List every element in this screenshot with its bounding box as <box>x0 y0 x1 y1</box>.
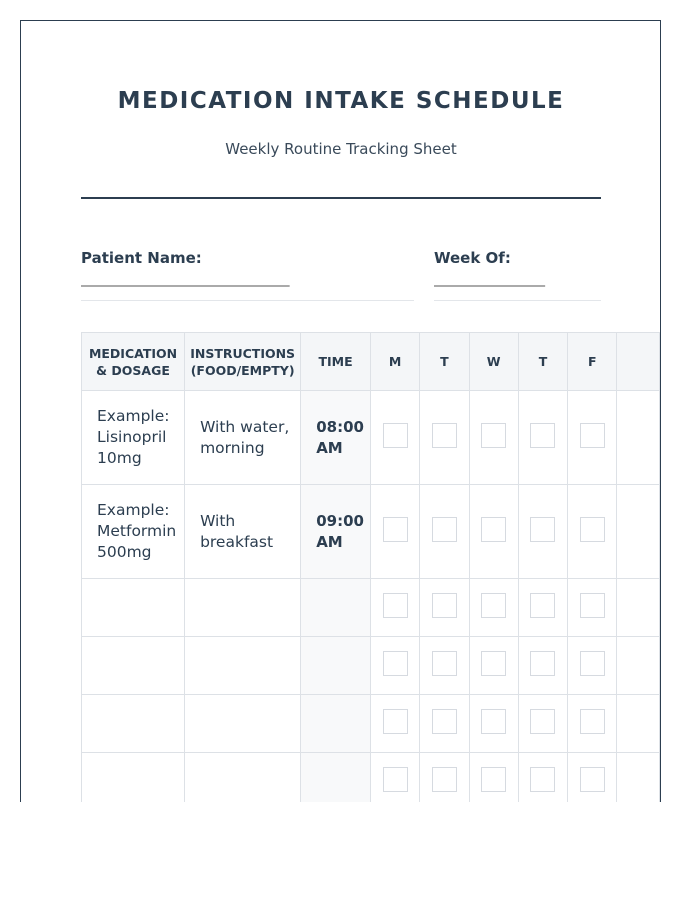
header-day-tuesday: T <box>420 333 469 391</box>
instructions-cell[interactable] <box>185 637 301 695</box>
week-of-label: Week Of: <box>434 249 511 267</box>
checkbox-tuesday[interactable] <box>432 767 457 792</box>
day-cell-wednesday <box>469 753 518 803</box>
medication-text: Example: Lisinopril 10mg <box>97 407 170 467</box>
checkbox-friday[interactable] <box>580 709 605 734</box>
patient-name-blank[interactable]: ________________________________ <box>81 271 289 287</box>
document-subtitle: Weekly Routine Tracking Sheet <box>225 140 457 158</box>
day-cell-monday <box>370 637 419 695</box>
checkbox-monday[interactable] <box>383 767 408 792</box>
day-cell-friday <box>568 695 617 753</box>
day-cell-thursday <box>518 391 567 485</box>
checkbox-monday[interactable] <box>383 651 408 676</box>
day-cell-overflow <box>617 391 660 485</box>
day-cell-wednesday <box>469 637 518 695</box>
checkbox-friday[interactable] <box>580 767 605 792</box>
day-cell-friday <box>568 637 617 695</box>
patient-name-label: Patient Name: <box>81 249 202 267</box>
medication-table <box>81 332 660 802</box>
checkbox-tuesday[interactable] <box>432 423 457 448</box>
header-day-overflow <box>617 333 660 391</box>
checkbox-monday[interactable] <box>383 709 408 734</box>
day-cell-friday <box>568 485 617 579</box>
checkbox-friday[interactable] <box>580 593 605 618</box>
day-cell-tuesday <box>420 391 469 485</box>
checkbox-thursday[interactable] <box>530 709 555 734</box>
checkbox-tuesday[interactable] <box>432 593 457 618</box>
day-cell-thursday <box>518 579 567 637</box>
checkbox-wednesday[interactable] <box>481 517 506 542</box>
day-cell-friday <box>568 579 617 637</box>
day-cell-monday <box>370 391 419 485</box>
instructions-cell[interactable] <box>185 695 301 753</box>
day-cell-monday <box>370 485 419 579</box>
instructions-text: With breakfast <box>200 511 274 551</box>
day-cell-thursday <box>518 753 567 803</box>
checkbox-friday[interactable] <box>580 651 605 676</box>
medication-cell[interactable] <box>82 391 185 485</box>
table-row <box>82 485 660 579</box>
medication-text: Example: Metformin 500mg <box>97 501 177 561</box>
checkbox-monday[interactable] <box>383 517 408 542</box>
header-divider <box>81 197 601 199</box>
day-cell-tuesday <box>420 637 469 695</box>
header-day-thursday: T <box>518 333 567 391</box>
day-cell-tuesday <box>420 579 469 637</box>
day-cell-thursday <box>518 695 567 753</box>
medication-cell[interactable] <box>82 637 185 695</box>
checkbox-tuesday[interactable] <box>432 709 457 734</box>
table-row <box>82 579 660 637</box>
day-cell-overflow <box>617 485 660 579</box>
day-cell-overflow <box>617 753 660 803</box>
table-row <box>82 391 660 485</box>
time-cell[interactable] <box>301 485 371 579</box>
instructions-text: With water, morning <box>200 417 290 457</box>
checkbox-thursday[interactable] <box>530 593 555 618</box>
document-title: MEDICATION INTAKE SCHEDULE <box>117 88 565 114</box>
day-cell-monday <box>370 579 419 637</box>
medication-cell[interactable] <box>82 695 185 753</box>
checkbox-monday[interactable] <box>383 423 408 448</box>
checkbox-wednesday[interactable] <box>481 709 506 734</box>
table-row <box>82 695 660 753</box>
time-cell[interactable] <box>301 579 371 637</box>
instructions-cell[interactable] <box>185 485 301 579</box>
checkbox-friday[interactable] <box>580 423 605 448</box>
week-of-blank[interactable]: _________________ <box>434 271 545 287</box>
time-cell[interactable] <box>301 753 371 803</box>
header-time: TIME <box>301 333 371 391</box>
time-cell[interactable] <box>301 637 371 695</box>
header-instructions: INSTRUCTIONS (FOOD/EMPTY) <box>185 333 301 391</box>
checkbox-wednesday[interactable] <box>481 423 506 448</box>
checkbox-wednesday[interactable] <box>481 593 506 618</box>
day-cell-wednesday <box>469 695 518 753</box>
time-cell[interactable] <box>301 695 371 753</box>
header-day-wednesday: W <box>469 333 518 391</box>
checkbox-thursday[interactable] <box>530 423 555 448</box>
instructions-cell[interactable] <box>185 391 301 485</box>
day-cell-friday <box>568 753 617 803</box>
day-cell-overflow <box>617 637 660 695</box>
medication-cell[interactable] <box>82 753 185 803</box>
day-cell-wednesday <box>469 485 518 579</box>
day-cell-tuesday <box>420 695 469 753</box>
header-medication: MEDICATION & DOSAGE <box>82 333 185 391</box>
day-cell-thursday <box>518 637 567 695</box>
day-cell-monday <box>370 753 419 803</box>
table-row <box>82 637 660 695</box>
instructions-cell[interactable] <box>185 579 301 637</box>
day-cell-monday <box>370 695 419 753</box>
day-cell-wednesday <box>469 391 518 485</box>
table-row <box>82 753 660 803</box>
checkbox-tuesday[interactable] <box>432 517 457 542</box>
header-day-friday: F <box>568 333 617 391</box>
time-text: 09:00 AM <box>316 511 364 551</box>
checkbox-thursday[interactable] <box>530 651 555 676</box>
schedule-sheet <box>20 20 661 802</box>
day-cell-friday <box>568 391 617 485</box>
time-cell[interactable] <box>301 391 371 485</box>
instructions-cell[interactable] <box>185 753 301 803</box>
checkbox-monday[interactable] <box>383 593 408 618</box>
checkbox-wednesday[interactable] <box>481 651 506 676</box>
day-cell-tuesday <box>420 753 469 803</box>
day-cell-overflow <box>617 579 660 637</box>
medication-cell[interactable] <box>82 485 185 579</box>
patient-name-underline <box>81 300 414 301</box>
day-cell-thursday <box>518 485 567 579</box>
day-cell-wednesday <box>469 579 518 637</box>
day-cell-overflow <box>617 695 660 753</box>
checkbox-friday[interactable] <box>580 517 605 542</box>
checkbox-thursday[interactable] <box>530 517 555 542</box>
checkbox-wednesday[interactable] <box>481 767 506 792</box>
header-day-monday: M <box>370 333 419 391</box>
checkbox-thursday[interactable] <box>530 767 555 792</box>
week-of-underline <box>434 300 601 301</box>
day-cell-tuesday <box>420 485 469 579</box>
medication-cell[interactable] <box>82 579 185 637</box>
time-text: 08:00 AM <box>316 417 364 457</box>
checkbox-tuesday[interactable] <box>432 651 457 676</box>
table-header-row <box>82 333 660 391</box>
